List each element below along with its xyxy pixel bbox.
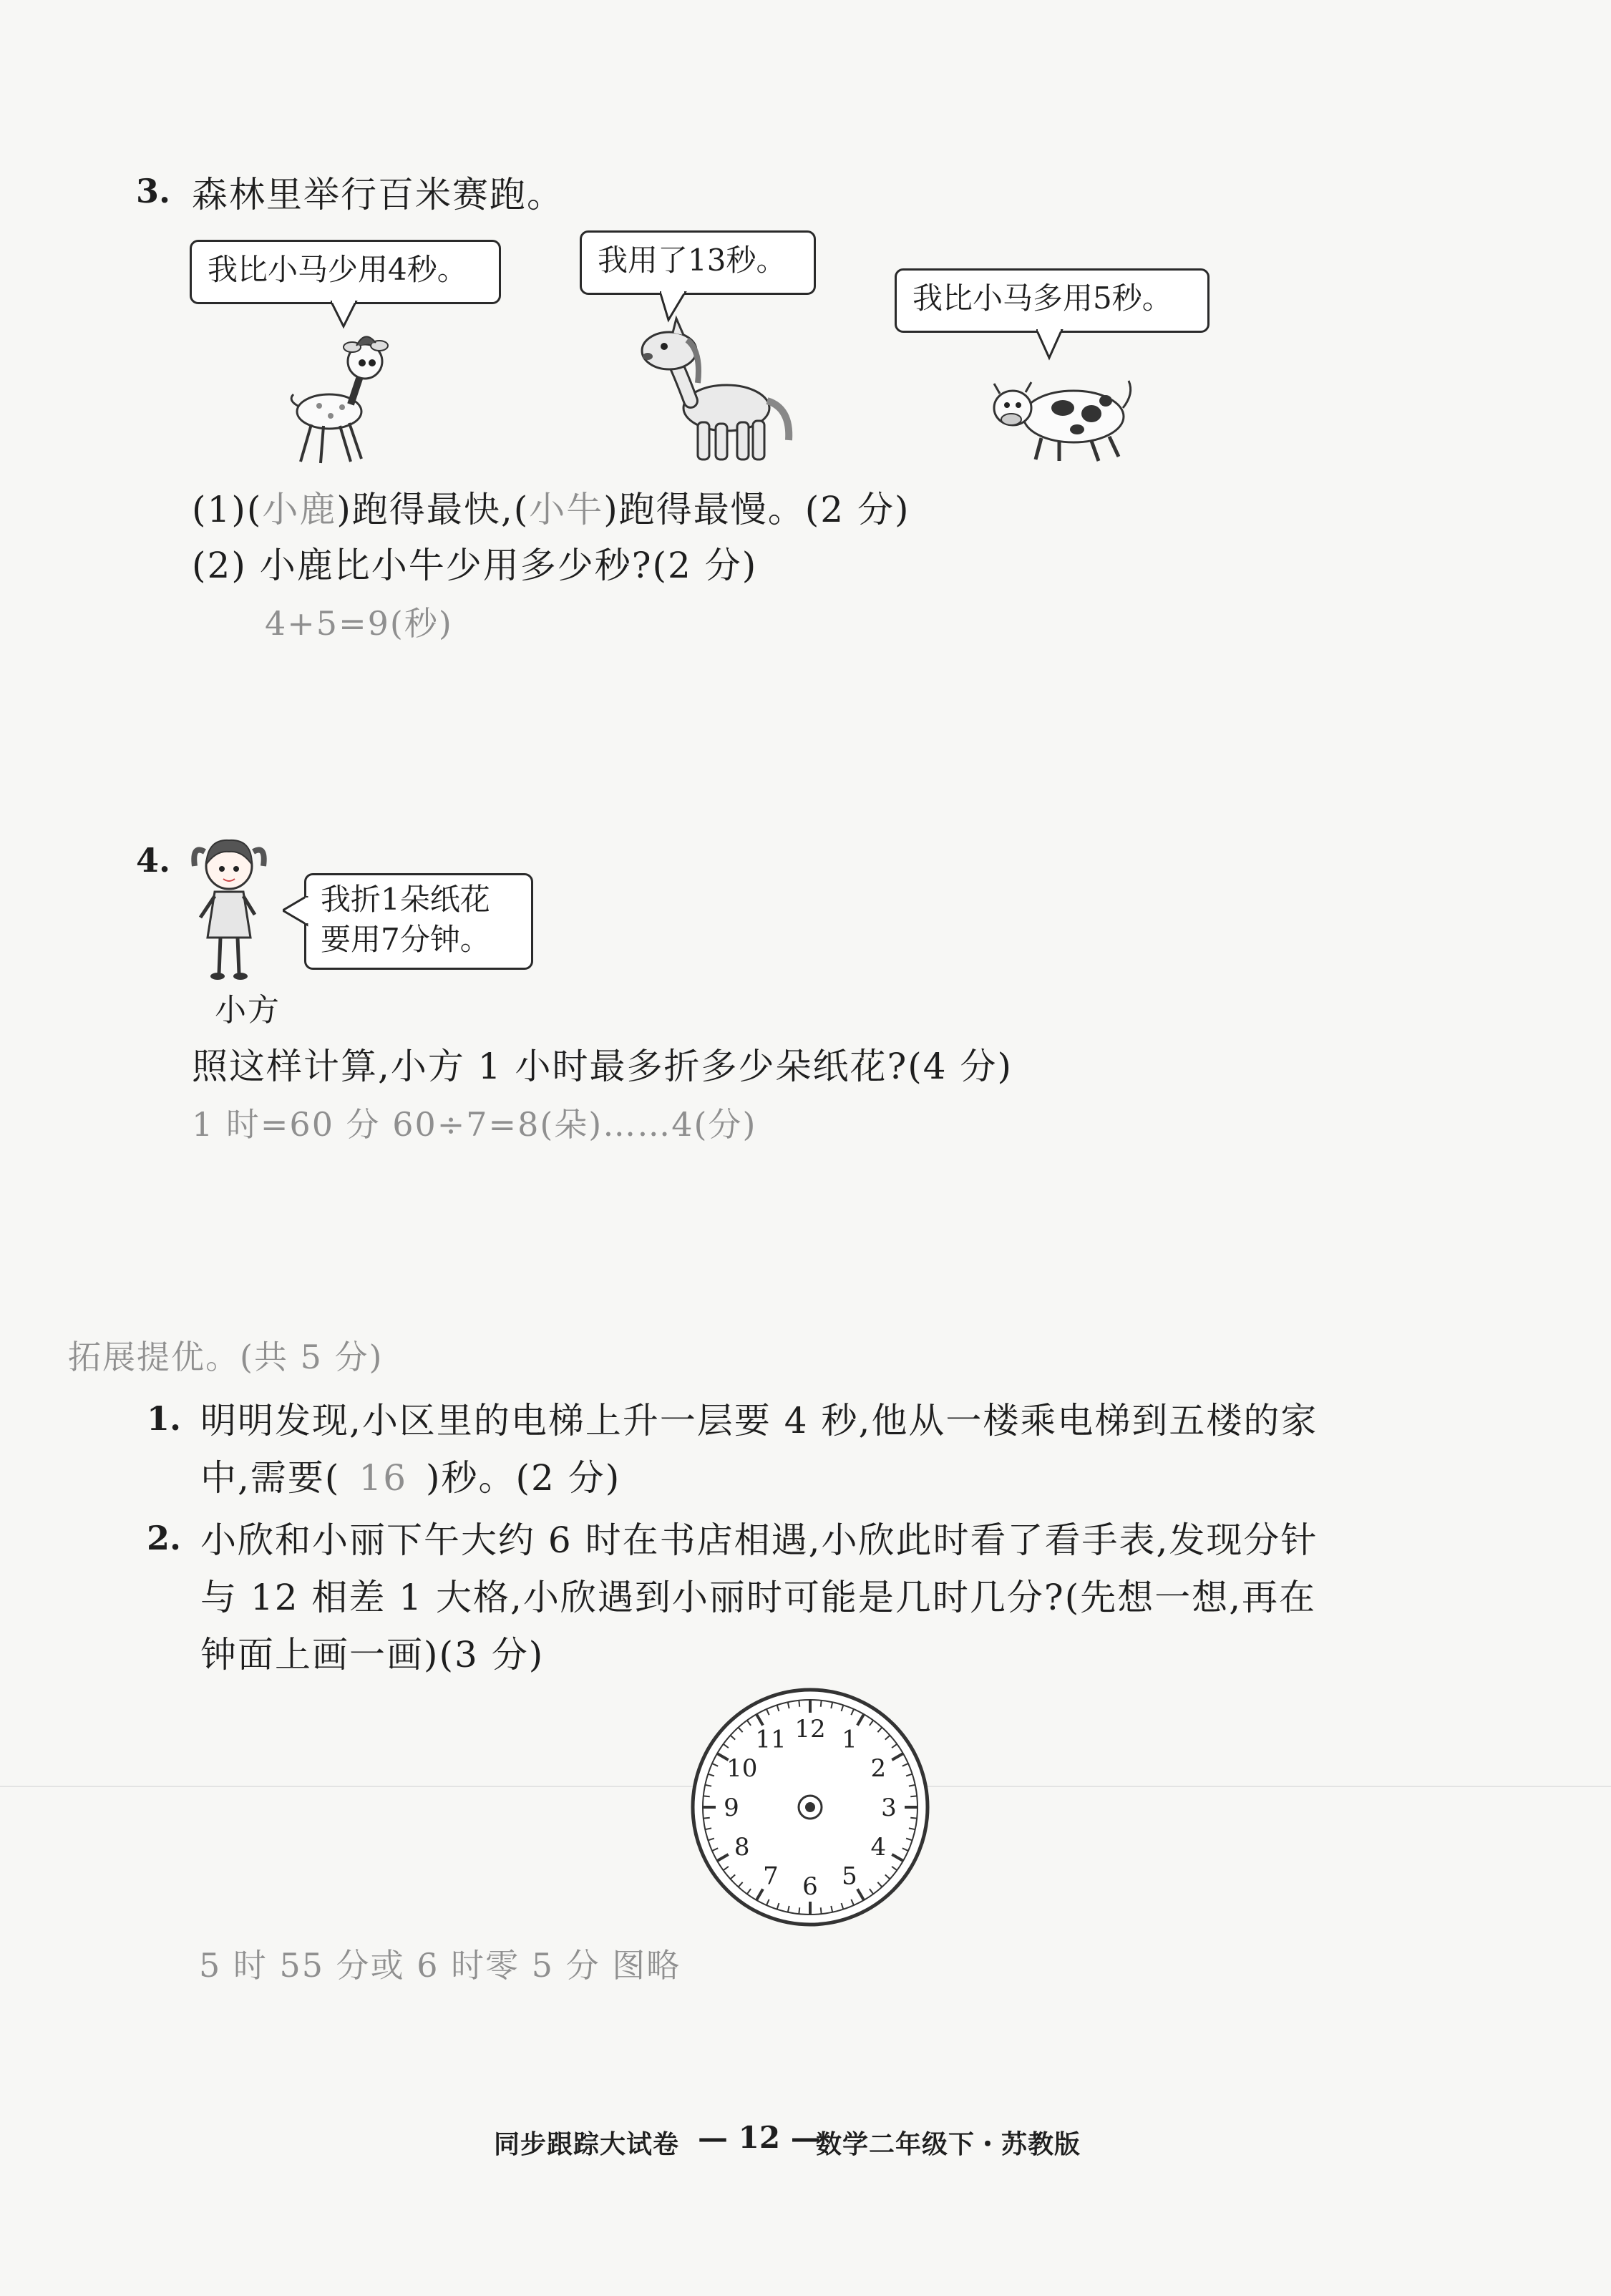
clock-face[interactable]: [688, 1685, 932, 1929]
deer-icon: [272, 326, 401, 469]
extension-heading: 拓展提优。(共 5 分): [68, 1338, 384, 1376]
deer-bubble-tail: [331, 301, 359, 329]
deer-speech-text: 我比小马少用4秒。: [208, 252, 467, 287]
clock-number-10: 10: [726, 1754, 758, 1783]
clock-number-7: 7: [763, 1862, 779, 1891]
horse-speech-text: 我用了13秒。: [598, 243, 787, 278]
question-3-part-2: (2) 小鹿比小牛少用多少秒?(2 分): [192, 545, 758, 586]
clock-number-1: 1: [842, 1725, 857, 1754]
part-1-middle: )跑得最快,(: [336, 489, 530, 530]
clock-center-dot: [805, 1802, 815, 1812]
question-4-answer: 1 时=60 分 60÷7=8(朵)……4(分): [192, 1105, 757, 1144]
girl-bubble-tail: [283, 896, 308, 928]
cow-icon: [991, 372, 1138, 465]
girl-speech-bubble: [304, 873, 533, 970]
footer-book-title: 同步跟踪大试卷: [494, 2129, 680, 2159]
question-3-number: 3.: [136, 172, 171, 210]
extension-q1-line-2: [200, 1449, 620, 1501]
clock-minute-tick: [910, 1818, 917, 1819]
cow-bubble-tail: [1036, 329, 1065, 361]
extension-q2-line-3: 钟面上画一画)(3 分): [200, 1634, 545, 1675]
extension-q1-line-1: 明明发现,小区里的电梯上升一层要 4 秒,他从一楼乘电梯到五楼的家: [200, 1400, 1318, 1441]
girl-icon: [185, 830, 278, 988]
extension-q1-number: 1.: [147, 1399, 182, 1438]
horse-speech-bubble: [580, 230, 816, 295]
clock-number-11: 11: [755, 1725, 787, 1754]
girl-speech-line-2: 要用7分钟。: [321, 922, 490, 957]
extension-q2-line-1: 小欣和小丽下午大约 6 时在书店相遇,小欣此时看了看手表,发现分针: [200, 1519, 1318, 1561]
clock-number-3: 3: [881, 1794, 897, 1822]
cow-speech-text: 我比小马多用5秒。: [912, 281, 1172, 316]
part-1-prefix: (1)(: [192, 489, 263, 530]
q1-line-2-prefix: 中,需要(: [200, 1457, 341, 1499]
clock-minute-tick: [821, 1701, 822, 1707]
clock-number-4: 4: [870, 1833, 887, 1862]
question-3-title: 森林里举行百米赛跑。: [192, 174, 564, 215]
answer-slowest: 小牛: [529, 489, 604, 530]
question-4-number: 4.: [136, 841, 171, 880]
clock-number-8: 8: [734, 1833, 750, 1862]
q1-answer: 16: [359, 1457, 408, 1499]
clock-number-6: 6: [802, 1872, 818, 1901]
question-3-part-2-answer: 4+5=9(秒): [265, 604, 453, 643]
footer-page-number: — 12 —: [698, 2120, 821, 2155]
cow-speech-bubble: [895, 268, 1210, 333]
extension-q2-number: 2.: [147, 1519, 182, 1557]
clock-minute-tick: [821, 1907, 822, 1914]
question-3-part-1: [192, 481, 910, 532]
question-4-text: 照这样计算,小方 1 小时最多折多少朵纸花?(4 分): [192, 1046, 1013, 1087]
answer-fastest: 小鹿: [262, 489, 337, 530]
footer-edition: 数学二年级下・苏教版: [816, 2129, 1081, 2159]
girl-speech-line-1: 我折1朵纸花: [321, 882, 490, 917]
extension-q2-answer: 5 时 55 分或 6 时零 5 分 图略: [199, 1946, 681, 1985]
horse-icon: [630, 315, 802, 465]
girl-name-label: 小方: [215, 992, 281, 1028]
extension-q2-line-2: 与 12 相差 1 大格,小欣遇到小丽时可能是几时几分?(先想一想,再在: [200, 1577, 1317, 1618]
clock-minute-tick: [704, 1818, 710, 1819]
clock-number-9: 9: [724, 1794, 739, 1822]
clock-number-12: 12: [794, 1715, 826, 1743]
part-1-suffix: )跑得最慢。(2 分): [603, 489, 910, 530]
clock-number-5: 5: [842, 1862, 857, 1891]
q1-line-2-suffix: )秒。(2 分): [426, 1457, 621, 1499]
deer-speech-bubble: [190, 240, 501, 304]
clock-number-2: 2: [870, 1754, 887, 1783]
